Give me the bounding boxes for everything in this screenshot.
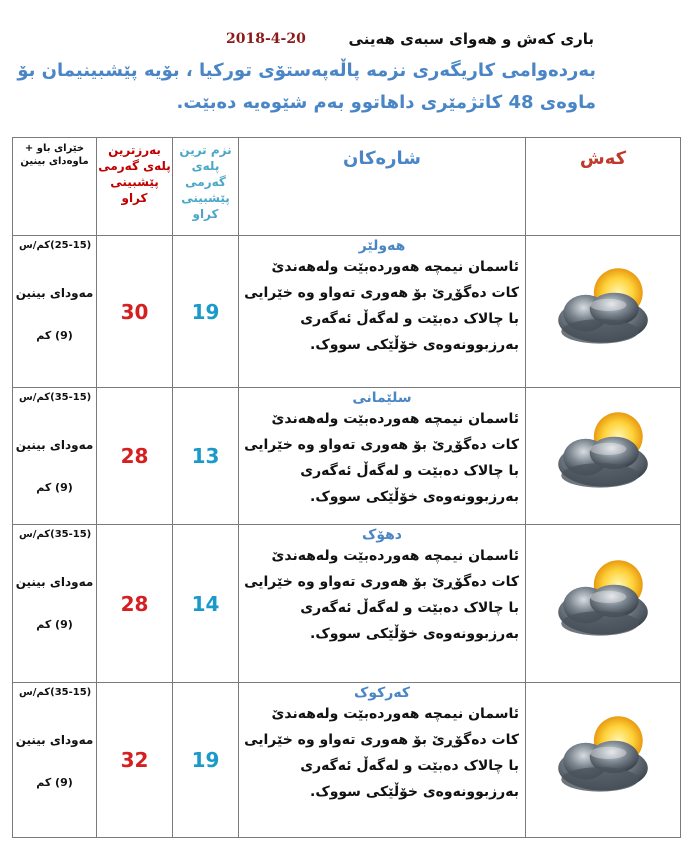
wind-speed: (25-15)کم/س — [19, 240, 92, 251]
title-date: 2018-4-20 — [226, 31, 306, 47]
max-temp: 28 — [97, 525, 173, 683]
max-temp: 32 — [97, 683, 173, 838]
city-cell — [239, 388, 526, 525]
city-name: دهۆک — [361, 527, 402, 543]
header-max-temp: بەرزترین پلەی گەرمی پێشبینی کراو — [97, 138, 173, 236]
table-row — [13, 236, 681, 388]
wind-speed: (35-15)کم/س — [19, 687, 92, 698]
partly-cloudy-icon — [547, 712, 659, 804]
weather-description: ئاسمان نیمچە هەوردەبێت ولەهەندێ کات دەگۆڕێ بۆ هەوری تەواو وە خێرایی با چالاک دەبێت و لەگەڵ ئەگەری بەرزبوونەوەی خۆڵێکی سووک. — [244, 259, 519, 353]
report-subtitle: بەردەوامی کاریگەری نزمە پاڵەپەستۆی تورکیا ، بۆیە پێشبینیمان بۆ ماوەی 48 کاتژمێری داهاتوو بەم شێوەیە دەبێت. — [17, 60, 596, 113]
visibility-label: مەودای بینین — [15, 575, 94, 589]
weather-icon-cell — [526, 683, 681, 838]
visibility-value: (9) کم — [36, 618, 73, 631]
wind-cell — [13, 525, 97, 683]
city-cell — [239, 683, 526, 838]
min-temp: 19 — [173, 683, 239, 838]
wind-cell — [13, 236, 97, 388]
wind-cell — [13, 388, 97, 525]
report-title — [0, 30, 686, 52]
weather-description: ئاسمان نیمچە هەوردەبێت ولەهەندێ کات دەگۆڕێ بۆ هەوری تەواو وە خێرایی با چالاک دەبێت و لەگەڵ ئەگەری بەرزبوونەوەی خۆڵێکی سووک. — [244, 411, 519, 505]
wind-speed: (35-15)کم/س — [19, 392, 92, 403]
city-name: کەرکوک — [354, 685, 410, 701]
wind-speed: (35-15)کم/س — [19, 529, 92, 540]
weather-icon-cell — [526, 525, 681, 683]
header-min-temp: نزم ترین پلەی گەرمی پێشبینی کراو — [173, 138, 239, 236]
visibility-value: (9) کم — [36, 329, 73, 342]
max-temp: 28 — [97, 388, 173, 525]
city-name: سلێمانی — [352, 390, 412, 406]
partly-cloudy-icon — [547, 556, 659, 648]
table-row — [13, 525, 681, 683]
visibility-label: مەودای بینین — [15, 733, 94, 747]
weather-table — [12, 137, 681, 838]
min-temp: 19 — [173, 236, 239, 388]
partly-cloudy-icon — [547, 264, 659, 356]
max-temp: 30 — [97, 236, 173, 388]
title-text: باری کەش و هەوای سبەی هەینی — [348, 30, 594, 48]
table-row — [13, 683, 681, 838]
visibility-label: مەودای بینین — [15, 286, 94, 300]
visibility-value: (9) کم — [36, 481, 73, 494]
header-wind: خێرای باو + ماوەدای بینین — [13, 138, 97, 236]
table-header-row — [13, 138, 681, 236]
min-temp: 14 — [173, 525, 239, 683]
header-cities: شارەکان — [239, 138, 526, 236]
wind-cell — [13, 683, 97, 838]
city-cell — [239, 525, 526, 683]
header-weather: کەش — [526, 138, 681, 236]
visibility-value: (9) کم — [36, 776, 73, 789]
weather-icon-cell — [526, 236, 681, 388]
weather-icon-cell — [526, 388, 681, 525]
table-row — [13, 388, 681, 525]
city-cell — [239, 236, 526, 388]
min-temp: 13 — [173, 388, 239, 525]
weather-description: ئاسمان نیمچە هەوردەبێت ولەهەندێ کات دەگۆڕێ بۆ هەوری تەواو وە خێرایی با چالاک دەبێت و لەگەڵ ئەگەری بەرزبوونەوەی خۆڵێکی سووک. — [244, 706, 519, 800]
partly-cloudy-icon — [547, 408, 659, 500]
city-name: هەولێر — [358, 238, 406, 254]
visibility-label: مەودای بینین — [15, 438, 94, 452]
weather-description: ئاسمان نیمچە هەوردەبێت ولەهەندێ کات دەگۆڕێ بۆ هەوری تەواو وە خێرایی با چالاک دەبێت و لەگەڵ ئەگەری بەرزبوونەوەی خۆڵێکی سووک. — [244, 548, 519, 642]
